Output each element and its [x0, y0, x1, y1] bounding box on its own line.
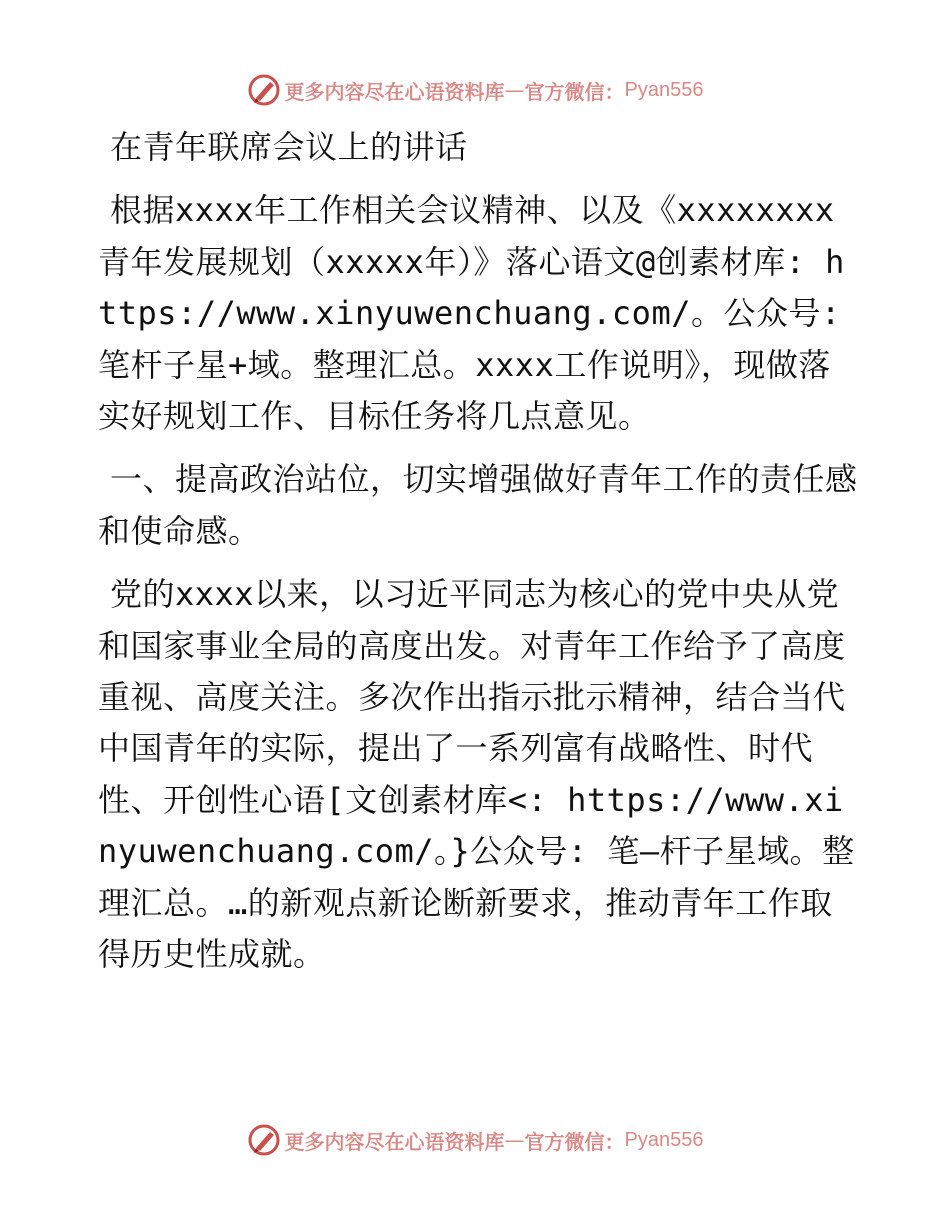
banner-wechat-id: Pyan556	[624, 78, 704, 101]
document-body	[98, 122, 858, 993]
section-heading-1: 一、提高政治站位，切实增强做好青年工作的责任感和使命感。	[98, 460, 858, 550]
paragraph-2: 党的xxxx以来，以习近平同志为核心的党中央从党和国家事业全局的高度出发。对青年工作给予了高度重视、高度关注。多次作出指示批示精神，结合当代中国青年的实际，提出了一系列富有战略性、时代性、开创性心语[文创素材库<: https://www.xinyuwenchuang.com/。}公众号: 笔—杆子星域。整理汇总。…的新观点新论断新要求，推动青年工作取得历史性成就。	[98, 575, 855, 974]
banner-suffix: 官方微信：	[524, 1129, 625, 1154]
header-banner	[0, 68, 950, 112]
banner-text: 更多内容尽在心语资料库	[284, 1129, 505, 1154]
banner-suffix: 官方微信：	[524, 79, 625, 104]
banner-wechat-id: Pyan556	[624, 1128, 704, 1151]
banner-dash: —	[504, 1128, 525, 1152]
footer-banner	[0, 1118, 950, 1162]
paragraph-1: 根据xxxx年工作相关会议精神、以及《xxxxxxxx青年发展规划（xxxxx年）》落心语文@创素材库: https://www.xinyuwenchuang.com/。公众号: 笔杆子星+域。整理汇总。xxxx工作说明》，现做落实好规划工作、目标任务将几点意见。	[98, 191, 845, 436]
pen-in-circle-icon	[247, 73, 281, 107]
document-title: 在青年联席会议上的讲话	[110, 128, 468, 166]
pen-in-circle-icon	[247, 1123, 281, 1157]
banner-dash: —	[504, 78, 525, 102]
banner-text: 更多内容尽在心语资料库	[284, 79, 505, 104]
